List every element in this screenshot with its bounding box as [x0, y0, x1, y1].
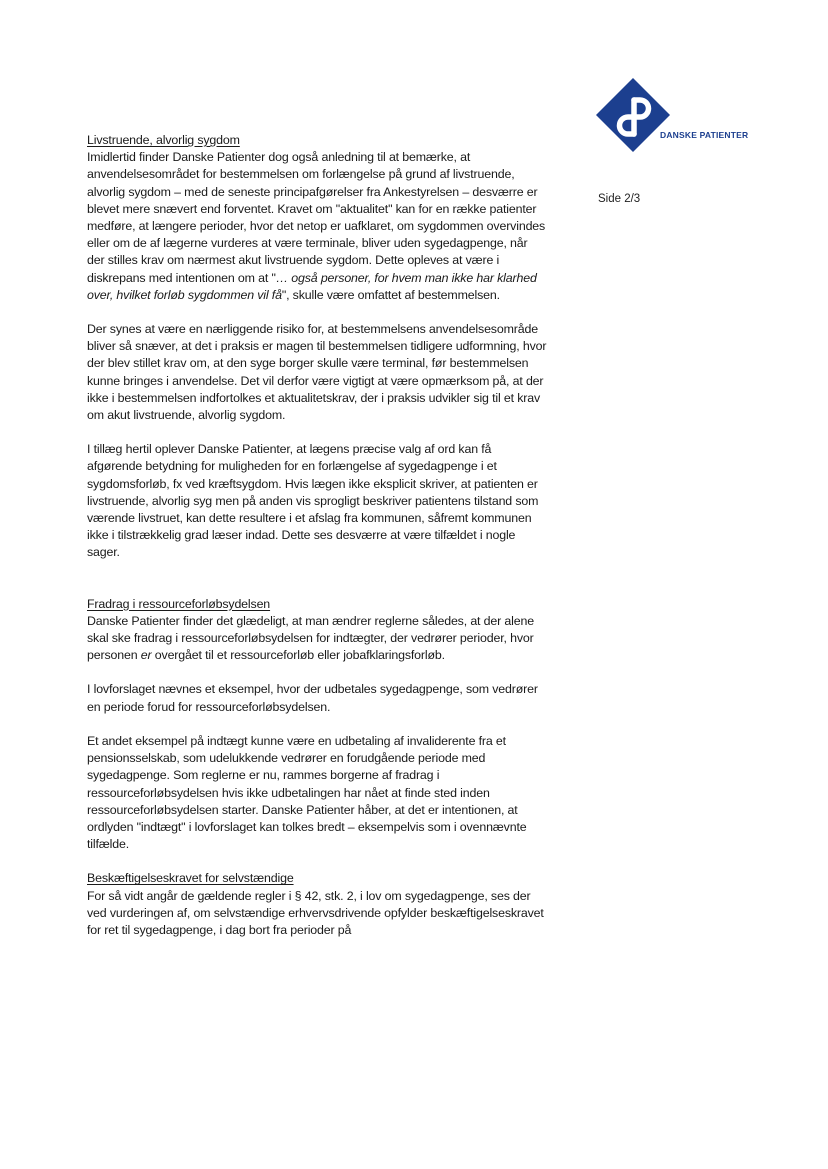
- section-heading-beskaeftigelseskravet: Beskæftigelseskravet for selvstændige: [87, 871, 294, 886]
- section-heading-livstruende: Livstruende, alvorlig sygdom: [87, 133, 240, 147]
- page-number: Side 2/3: [598, 193, 641, 205]
- document-body: [87, 132, 547, 939]
- paragraph: Et andet eksempel på indtægt kunne være en udbetaling af invaliderente fra et pensionsselskab, som udelukkende vedrører en forudgående periode med sygedagpenge. Som reglerne er nu, rammes borgerne af fradrag i ressourceforløbsydelsen hvis ikke udbetalingen har nået at finde sted inden ressourceforløbsydelsen starter. Danske Patienter håber, at det er intentionen, at ordlyden "indtægt" i lovforslaget kan tolkes bredt – eksempelvis som i ovennævnte tilfælde.: [87, 733, 527, 852]
- section-heading-fradrag: Fradrag i ressourceforløbsydelsen: [87, 596, 271, 611]
- logo-mark-icon: [594, 76, 672, 154]
- logo-text: DANSKE PATIENTER: [660, 130, 749, 140]
- paragraph: For så vidt angår de gældende regler i § 42, stk. 2, i lov om sygedagpenge, ses der ved vurderingen af, om selvstændige erhvervsdrivende opfylder beskæftigelseskravet for ret til sygedagpenge, i dag bort fra perioder på: [87, 888, 544, 937]
- paragraph: I tillæg hertil oplever Danske Patienter, at lægens præcise valg af ord kan få afgørende betydning for muligheden for en forlængelse af sygedagpenge i et sygdomsforløb, fx ved kræftsygdom. Hvis lægen ikke eksplicit skriver, at patienten er livstruende, alvorlig syg men på anden vis sprogligt beskriver patientens tilstand som værende livstruet, kan dette resultere i et afslag fra kommunen, såfremt kommunen ikke i tilstrækkelig grad læser indad. Dette ses desværre at være tilfældet i nogle sager.: [87, 442, 539, 560]
- paragraph: I lovforslaget nævnes et eksempel, hvor der udbetales sygedagpenge, som vedrører en periode forud for ressourceforløbsydelsen.: [87, 682, 538, 714]
- paragraph: Imidlertid finder Danske Patienter dog også anledning til at bemærke, at anvendelsesområdet for bestemmelsen om forlængelse på grund af livstruende, alvorlig sygdom – med de seneste principafgørelser fra Ankestyrelsen – desværre er blevet mere snævert end forventet. Kravet om "aktualitet" kan for en række patienter medføre, at længere perioder, hvor det netop er uafklaret, om sygdommen overvindes eller om de af lægerne vurderes at være terminale, bliver uden sygedagpenge, når der stilles krav om nærmest akut livstruende sygdom. Dette opleves at være i diskrepans med intentionen om at "… også personer, for hvem man ikke har klarhed over, hvilket forløb sygdommen vil få", skulle være omfattet af bestemmelsen.: [87, 150, 546, 302]
- paragraph: Der synes at være en nærliggende risiko for, at bestemmelsens anvendelsesområde bliver så snæver, at det i praksis er magen til bestemmelsen tidligere udformning, hvor der blev stillet krav om, at den syge borger skulle være terminal, før bestemmelsen kunne bringes i anvendelse. Det vil derfor være vigtigt at være opmærksom på, at der ikke i bestemmelsen indfortolkes et aktualitetskrav, der i praksis udvikler sig til et krav om akut livstruende, alvorlig sygdom.: [87, 322, 547, 423]
- italic-word: er: [140, 648, 152, 663]
- danske-patienter-logo: [594, 76, 754, 158]
- italic-quote: … også personer, for hvem man ikke har klarhed over, hvilket forløb sygdommen vil få: [87, 270, 537, 302]
- paragraph: Danske Patienter finder det glædeligt, at man ændrer reglerne således, at der alene skal ske fradrag i ressourceforløbsydelsen for indtægter, der vedrører perioder, hvor personen er overgået til et ressourceforløb eller jobafklaringsforløb.: [87, 613, 534, 663]
